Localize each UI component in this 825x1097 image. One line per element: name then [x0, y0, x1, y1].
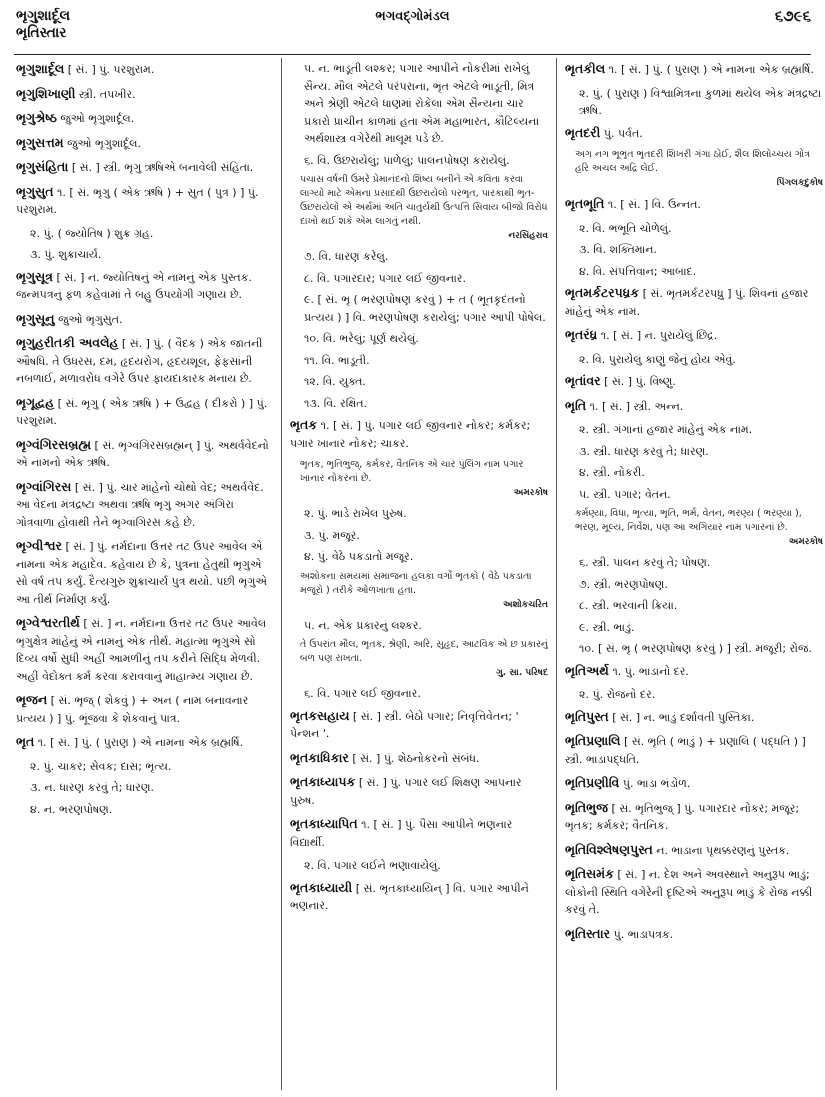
definition-text: જુઓ ભૃગુશાર્દૂલ.	[56, 112, 135, 125]
headword: ભૃજન	[16, 692, 48, 707]
headword: ભૃગૂદ્વહ	[16, 394, 55, 410]
dictionary-entry	[16, 537, 274, 608]
definition-text: ૫. ન. એક પ્રકારનું લશ્કર.	[304, 618, 422, 632]
dictionary-entry	[290, 749, 548, 768]
dictionary-entry	[565, 662, 823, 681]
headword: ભૃતદરી	[565, 124, 601, 140]
dictionary-entry	[16, 394, 274, 430]
definition-text: ૫. ન. ભાડૂતી લશ્કર; પગાર આપીને નોકરીમાં રાખેલું સૈન્ય. મૌલ એટલે પરંપરાના, ભૃત એટલે ભાડૂતી, મિત્ર અને શ્રેણી એટલે ધાણમાં રોકેલા એમ સૈન્યના ચાર પ્રકારો પ્રાચીન કાળમાં હતા એમ મહાભારત, કૌટિલ્યના અર્થશાસ્ત્ર વગેરેથી માલૂમ પડે છે.	[304, 62, 540, 145]
headword: ભૃગુશાર્દૂલ	[16, 61, 65, 76]
headword: ભૃતમર્કટરપધ્રક	[565, 285, 640, 300]
definition-text: ૩. પું. શુક્રાચાર્ય.	[30, 248, 102, 261]
definition-text: ૫. સ્ત્રી. પગાર; વેતન.	[579, 487, 671, 501]
sense-line	[565, 619, 823, 637]
column-divider	[556, 58, 557, 1090]
page-number: ૬૭૯૬	[774, 7, 811, 25]
definition-text: ૪. ન. ભરણપોષણ.	[30, 802, 113, 816]
citation-quote	[290, 638, 548, 680]
definition-text: ૯. સ્ત્રી. ભાડું.	[579, 620, 635, 634]
sense-line	[290, 330, 548, 348]
dictionary-entry	[16, 109, 274, 128]
headword: ભૃગુહરીતકી અવલેહ	[16, 335, 119, 350]
definition-text: [ સં. ભૃતિભુજ્ ] પું. પગારદાર નોકર; મજૂર; ભૃતક; કર્મકર; વૈતનિક.	[565, 801, 800, 832]
sense-line	[290, 527, 548, 545]
citation-quote	[565, 148, 823, 190]
sense-line	[565, 263, 823, 281]
quote-text: અગ નગ ભૂભૃત ભૃતદરી શિખરી ગંગા ઠોઈ, શૈલ શિલોચ્ચય ગોત્ર હરિ અચલ અદ્રિ લેઈ.	[575, 149, 811, 174]
headword: ભૃગુસૂત્ર	[16, 268, 53, 284]
headword: ભૃગ્વેશ્વરતીર્થ	[16, 615, 80, 630]
definition-text: ૧૩. વિ. રક્ષિત.	[304, 396, 367, 410]
dictionary-entry	[16, 134, 274, 153]
dictionary-entry	[16, 691, 274, 727]
sense-line	[290, 352, 548, 370]
definition-text: [ સં. ] સ્ત્રી. ભૃગુ ઋષિએ બનાવેલી સંહિતા.	[68, 161, 254, 174]
definition-text: ૪. વિ. સંપત્તિવાન; આબાદ.	[579, 264, 697, 278]
dictionary-entry	[16, 478, 274, 532]
definition-text: ૭. વિ. ધારણ કરેલું.	[304, 250, 389, 263]
dictionary-entry	[565, 774, 823, 793]
dictionary-entry	[16, 334, 274, 388]
quote-text: પચાસ વર્ષની ઉમરે પ્રેમાનંદનો શિષ્ય બનીને એ કવિતા કરવા લાગ્યો માટે એમના પ્રસાદથી ઉછરાયેલો પરભૃત, પારકાથી ભૃત-ઉછરાયેલો એ અર્થમાં અતિ ચાતુર્યથી ઉત્પત્તિ સિવાય બીજો વિરોધ દાખો થઈ શકે એમ લાગતું નથી.	[300, 174, 548, 227]
definition-text: [ સં. ] પું. શેઠનોકરનો સંબંધ.	[348, 751, 480, 765]
headword: ભૃતિપુસ્ત	[565, 708, 609, 724]
dictionary-entry	[565, 397, 823, 416]
definition-text: ૧૧. વિ. ભાડૂતી.	[304, 353, 370, 367]
header-first-word: ભૃગુશાર્દૂલ	[16, 8, 71, 24]
sense-line	[565, 554, 823, 572]
sense-line	[16, 225, 274, 243]
definition-text: ૧૨. વિ. યુક્ત.	[304, 375, 366, 388]
headword: ભૃગુસૂનુ	[16, 310, 55, 326]
dictionary-entry	[290, 879, 548, 915]
sense-line	[565, 241, 823, 259]
header-last-word: ભૃતિસ્તાર	[16, 25, 67, 41]
dictionary-entry	[290, 773, 548, 809]
definition-text: ૬. વિ. ઉછરાયેલું; પાળેલું; પાલનપોષણ કરાયેલું.	[304, 153, 510, 167]
sense-line	[290, 248, 548, 266]
headword: ભૃગુસુત	[16, 183, 54, 199]
sense-line	[565, 220, 823, 238]
definition-text: ૨. પું. ભાડે રાખેલ પુરુષ.	[304, 507, 407, 520]
headword: ભૃતિપ્રણીવિ	[565, 775, 620, 790]
headword: ભૃતકસહાય	[290, 707, 350, 723]
definition-text: પું. પર્વત.	[600, 126, 643, 140]
headword: ભૃતાંવર	[565, 373, 601, 388]
definition-text: ૬. વિ. પગાર લઈ જીવનાર.	[304, 687, 421, 700]
dictionary-entry	[16, 436, 274, 472]
column-2	[290, 60, 548, 1090]
definition-text: ૧. [ સં. ] ન. પુરાયેલું છિદ્ર.	[597, 329, 718, 342]
definition-text: [ સં. ] પું. ( વૈદક ) એક જાતની ઔષધિ. તે ઉધરસ, દમ, હૃદયરોગ, હૃદયશૂલ, ફેફસાંની નબળાઈ, મળાવરોધ વગેરે ઉપર ફાયદાકારક મનાય છે.	[16, 337, 263, 385]
definition-text: [ સં. ભૃતિ ( ભાડું ) + પ્રણાલિ ( પદ્ધતિ ) ] સ્ત્રી. ભાડાપદ્ધતિ.	[565, 735, 806, 766]
dictionary-entry	[16, 268, 274, 304]
definition-text: ૧. પું. ભાડાનો દર.	[608, 664, 689, 678]
definition-text: ૨. પું. ( પુરાણ ) વિશ્વામિત્રના કુળમાં થયેલ એક મંત્રદ્રષ્ટા ઋષિ.	[579, 86, 822, 117]
definition-text: [ સં. ભૃગુ ( એક ઋષિ ) + ઉદ્વહ ( દીકરો ) ] પું. પરશુરામ.	[16, 396, 268, 427]
dictionary-entry	[16, 85, 274, 104]
sense-line	[290, 152, 548, 170]
sense-line	[565, 486, 823, 504]
sense-line	[290, 270, 548, 288]
quote-text: અશોકના સમયમાં સમાજના હલકા વર્ગો ભૃતકો ( વેઠે પકડાતા મજૂરો ) તરીકે ઓળખાતા હતા.	[300, 570, 532, 596]
headword: ભૃતિપ્રણાલિ	[565, 733, 621, 748]
citation-quote	[565, 507, 823, 549]
definition-text: પું. ભાડા ભંડોળ.	[619, 777, 691, 790]
column-divider	[281, 58, 282, 1090]
headword: ભૃગુશ્રેષ્ઠ	[16, 110, 57, 125]
quote-text: ભૃતક, ભૃતિભુજ્, કર્મકર, વૈતનિક એ ચાર પુંલિંગ નામ પગાર ખાનાર નોકરનાં છે.	[300, 459, 524, 484]
citation-source: નરસિંહરાવ	[508, 231, 548, 241]
sense-line	[290, 373, 548, 391]
headword: ભૃતિસમંક	[565, 866, 614, 881]
citation-quote	[290, 570, 548, 612]
dictionary-entry	[565, 708, 823, 727]
definition-text: [ સં. ] ન. જ્યોતિષનું એ નામનું એક પુસ્તક. જન્મપત્રનું ફળ કહેવામાં તે બહુ ઉપયોગી ગણાય છે.	[16, 270, 252, 301]
dictionary-entry	[565, 60, 823, 79]
definition-text: [ સં. ] ન. નર્મદાના ઉત્તર તટ ઉપર આવેલ ભૃગુક્ષેત્ર માંહેનું એ નામનું એક તીર્થ. મહાત્મા ભૃગુએ સો દિવ્ય વર્ષો સુધી અહીં આમળીનું તપ કરીને સિદ્ધિ મેળવી. અહીં વેદોક્ત કર્મ કરવા કરાવવાનું માહાત્મ્ય ગણાય છે.	[16, 617, 267, 683]
sense-line	[565, 686, 823, 704]
definition-text: ૧૦. [ સં. ભૃ ( ભરણપોષણ કરવું ) ] સ્ત્રી. મજૂરી; રોજ.	[579, 642, 812, 655]
definition-text: ૩. પું. મજૂર.	[304, 528, 360, 542]
definition-text: [ સં. ] પું. ચાર માંહેનો ચોથો વેદ; અથર્વવેદ. આ વેદના મંત્રદ્રષ્ટા અથવા ઋષિ ભૃગુ અગર અંગિરા ગોત્રવાળા હોવાથી તેને ભૃગ્વાંગિરસ કહે છે.	[16, 480, 264, 529]
quote-text: તે ઉપરાંત મૌલ, ભૃતક, શ્રેણી, અરિ, સુહૃદ, આટવિક એ છ પ્રકારનું બળ પણ રાખતા.	[300, 639, 548, 664]
headword: ભૃગુસંહિતા	[16, 159, 69, 174]
definition-text: [ સં. ભૃજ્ ( શેકવું ) + અન ( નામ બનાવનાર પ્રત્યય ) ] પું. ભૂંજવા કે શેકવાનું પાત્ર.	[16, 694, 249, 725]
quote-text: કર્મણ્યા, વિધા, ભૃત્યા, ભૃતિ, ભર્મ, વેતન, ભરણ્ય ( ભરણ્યા ), ભરણ, મૂલ્ય, નિર્વેશ, પણ આ અગિયાર નામ પગારનાં છે.	[575, 508, 802, 533]
headword: ભૃતિસ્તાર	[565, 925, 611, 941]
headword: ભૃતિઅર્થ	[565, 662, 609, 678]
headword: ભૃતકાધિકાર	[290, 749, 349, 765]
definition-text: ૮. વિ. પગારદાર; પગાર લઈ જીવનાર.	[304, 271, 466, 285]
dictionary-entry	[565, 865, 823, 919]
headword: ભૃતકીલ	[565, 61, 606, 76]
definition-text: ૧. [ સં. ] સ્ત્રી. અન્ન.	[586, 399, 684, 413]
sense-line	[565, 421, 823, 439]
headword: ભૃગુસત્તમ	[16, 134, 64, 150]
definition-text: ૩. સ્ત્રી. ધારણ કરવું તે; ધારણ.	[579, 444, 709, 458]
headword: ભૃતકાધ્યાયી	[290, 879, 353, 895]
citation-source: અમરકોષ	[513, 488, 548, 498]
dictionary-entry	[16, 310, 274, 329]
dictionary-entry	[565, 925, 823, 944]
headword: ભૃગ્વંગિરસબ્રહ્મ	[16, 436, 92, 452]
headword: ભૃગ્વાંગિરસ	[16, 478, 72, 494]
headword: ભૃગ્વીશ્વર	[16, 538, 63, 553]
dictionary-entry	[290, 707, 548, 743]
sense-line	[290, 548, 548, 566]
definition-text: ૧. [ સં. ] વિ. ઉન્નત.	[604, 198, 701, 211]
headword: ભૃતકાધ્યાપક	[290, 774, 356, 789]
sense-line	[565, 640, 823, 658]
definition-text: ૨. સ્ત્રી. ગંગાનાં હજાર માંહેનું એક નામ.	[579, 423, 753, 436]
definition-text: ૩. વિ. શક્તિમાન.	[579, 243, 657, 256]
dictionary-entry	[16, 614, 274, 685]
citation-source: ગુ. સા. પરિષદ	[496, 668, 548, 678]
definition-text: ૧૦. વિ. ભરેલું; પૂર્ણ થયેલું.	[304, 332, 419, 345]
citation-source: અશોકચરિત	[503, 599, 548, 610]
sense-line	[290, 685, 548, 703]
dictionary-entry	[565, 841, 823, 860]
dictionary-entry	[290, 815, 548, 851]
definition-text: ૧. [ સં. ] પું. ( પુરાણ ) એ નામના એક બ્રહ્મર્ષિ.	[605, 63, 814, 76]
definition-text: [ સં. ] સ્ત્રી. બેઠો પગાર; નિવૃત્તિવેતન; ' પેન્શન '.	[290, 709, 519, 740]
headword: ભૃતિવિશ્લેષણપુસ્ત	[565, 841, 653, 857]
definition-text: ૧. [ સં. ] પું. પગાર લઈ જીવનાર નોકર; કર્મકર; પગાર ખાનાર નોકર; ચાકર.	[290, 419, 531, 450]
sense-line	[565, 443, 823, 461]
definition-text: [ સં. ] પું. પગાર લઈ શિક્ષણ આપનાર પુરુષ.	[290, 776, 522, 807]
dictionary-entry	[16, 60, 274, 79]
sense-line	[16, 779, 274, 797]
sense-line	[16, 801, 274, 819]
headword: ભૃગુશિખાણી	[16, 85, 76, 101]
sense-line	[565, 85, 823, 120]
citation-quote	[290, 458, 548, 500]
definition-text: ૮. સ્ત્રી. ભરવાની ક્રિયા.	[579, 599, 678, 612]
definition-text: ૪. સ્ત્રી. નોકરી.	[579, 466, 645, 479]
citation-source: પિંગલકદુકોષ	[776, 178, 823, 188]
definition-text: ૬. સ્ત્રી. પાલન કરવું તે; પોષણ.	[579, 556, 711, 569]
header-rule	[14, 54, 811, 55]
definition-text: ૨. વિ. પુરાયેલું કાણું જેનું હોય એવું.	[579, 352, 736, 366]
definition-text: ૨. વિ. ભભૂતિ ચોળેલું.	[579, 221, 672, 235]
sense-line	[290, 395, 548, 413]
sense-line	[290, 617, 548, 635]
definition-text: ૯. [ સં. ભૃ ( ભરણપોષણ કરવું ) + ત ( ભૂતકૃદંતનો પ્રત્યય ) ] વિ. ભરણપોષણ કરાયેલું; પગાર આપી પોષેલ.	[304, 293, 546, 324]
sense-line	[290, 291, 548, 326]
headword: ભૃતિભુજ	[565, 799, 608, 815]
definition-text: [ સં. ભૃતકાધ્યાયિન્ ] વિ. પગાર આપીને ભણનાર.	[290, 881, 529, 912]
definition-text: [ સં. ] પું. વિષ્ણુ.	[600, 375, 676, 388]
definition-text: ૧. [ સં. ] પું. ( પુરાણ ) એ નામના એક બ્રહ્મર્ષિ.	[34, 736, 244, 749]
dictionary-entry	[290, 416, 548, 452]
sense-line	[290, 505, 548, 523]
definition-text: જુઓ ભૃગુસુત.	[54, 312, 123, 326]
definition-text: ન. ભાડાના પૃથક્કરણનું પુસ્તક.	[652, 843, 790, 857]
definition-text: ૩. ન. ધારણ કરવું તે; ધારણ.	[30, 781, 154, 794]
definition-text: ૨. પું. રોજનો દર.	[579, 688, 656, 701]
headword: ભૃતરંધ્ર	[565, 327, 598, 342]
definition-text: ૧. [ સં. ભૃગુ ( એક ઋષિ ) + સુત ( પુત્ર ) ] પું. પરશુરામ.	[16, 185, 259, 216]
sense-line	[16, 758, 274, 776]
headword: ભૃતક	[290, 417, 318, 432]
definition-text: ૨. વિ. પગાર લઈને ભણાવાયેલું.	[304, 859, 441, 872]
definition-text: ૧. [ સં. ] પું. પૈસા આપીને ભણનાર વિદ્યાર્થી.	[290, 818, 513, 849]
header-title: ભગવદ્ગોમંડલ	[375, 9, 450, 24]
headword: ભૃત	[16, 734, 35, 749]
definition-text: [ સં. ] ન. દેશ અને અવસ્થાને અનુરૂપ ભાડું; લોકોની સ્થિતિ વગેરેની દૃષ્ટિએ અનુરૂપ ભાડું કે રોજ નક્કી કરવું તે.	[565, 868, 813, 916]
definition-text: ૪. પું. વેઠે પકડાતો મજૂર.	[304, 550, 414, 563]
dictionary-entry	[565, 799, 823, 835]
citation-quote	[290, 173, 548, 243]
sense-line	[565, 597, 823, 615]
definition-text: સ્ત્રી. તપખીર.	[75, 87, 136, 101]
column-3	[565, 60, 823, 1090]
dictionary-entry	[565, 284, 823, 320]
dictionary-entry	[565, 124, 823, 143]
sense-line	[290, 857, 548, 875]
sense-line	[290, 60, 548, 148]
dictionary-entry	[565, 326, 823, 345]
definition-text: [ સં. ભૃગ્વંગિરસબ્રહ્મન્ ] પું. અથર્વવેદનો એ નામનો એક ઋષિ.	[16, 438, 269, 469]
dictionary-entry	[16, 183, 274, 219]
column-1	[16, 60, 274, 1090]
definition-text: [ સં. ] પું. પરશુરામ.	[64, 63, 155, 76]
sense-line	[565, 351, 823, 369]
dictionary-entry	[565, 195, 823, 214]
dictionary-entry	[16, 733, 274, 752]
headword: ભૃતિ	[565, 397, 587, 413]
headword: ભૃતકાધ્યાપિત	[290, 816, 358, 831]
definition-text: [ સં. ] ન. ભાડું દર્શાવતી પુસ્તિકા.	[608, 710, 755, 724]
dictionary-entry	[16, 158, 274, 177]
definition-text: [ સં. ભૃતમર્કટરપધ્રુ ] પું. શિવનાં હજાર માંહેનું એક નામ.	[565, 287, 809, 318]
sense-line	[565, 576, 823, 594]
definition-text: જુઓ ભૃગુશાર્દૂલ.	[63, 136, 141, 150]
dictionary-entry	[565, 732, 823, 768]
sense-line	[565, 464, 823, 482]
definition-text: ૭. સ્ત્રી. ભરણપોષણ.	[579, 577, 668, 591]
citation-source: અમરકોષ	[788, 537, 823, 547]
definition-text: ૨. પું. ચાકર; સેવક; દાસ; ભૃત્ય.	[30, 759, 172, 773]
definition-text: [ સં. ] પું. નર્મદાના ઉત્તર તટ ઉપર આવેલ એ નામના એક મહાદેવ. કહેવાય છે કે, પુત્રના હેતુથી ભૃગુએ સો વર્ષ તપ કર્યું. દૈત્યગુરુ શુક્રાચાર્ય પુત્ર થયો. પછી ભૃગુએ આ તીર્થ નિર્માણ કર્યું.	[16, 540, 267, 606]
sense-line	[16, 246, 274, 264]
definition-text: પું. ભાડાપત્રક.	[610, 927, 674, 941]
dictionary-entry	[565, 372, 823, 391]
headword: ભૃતભૂતિ	[565, 196, 605, 211]
definition-text: ૨. પું. ( જ્યોતિષ ) શુક્ર ગ્રહ.	[30, 226, 154, 240]
